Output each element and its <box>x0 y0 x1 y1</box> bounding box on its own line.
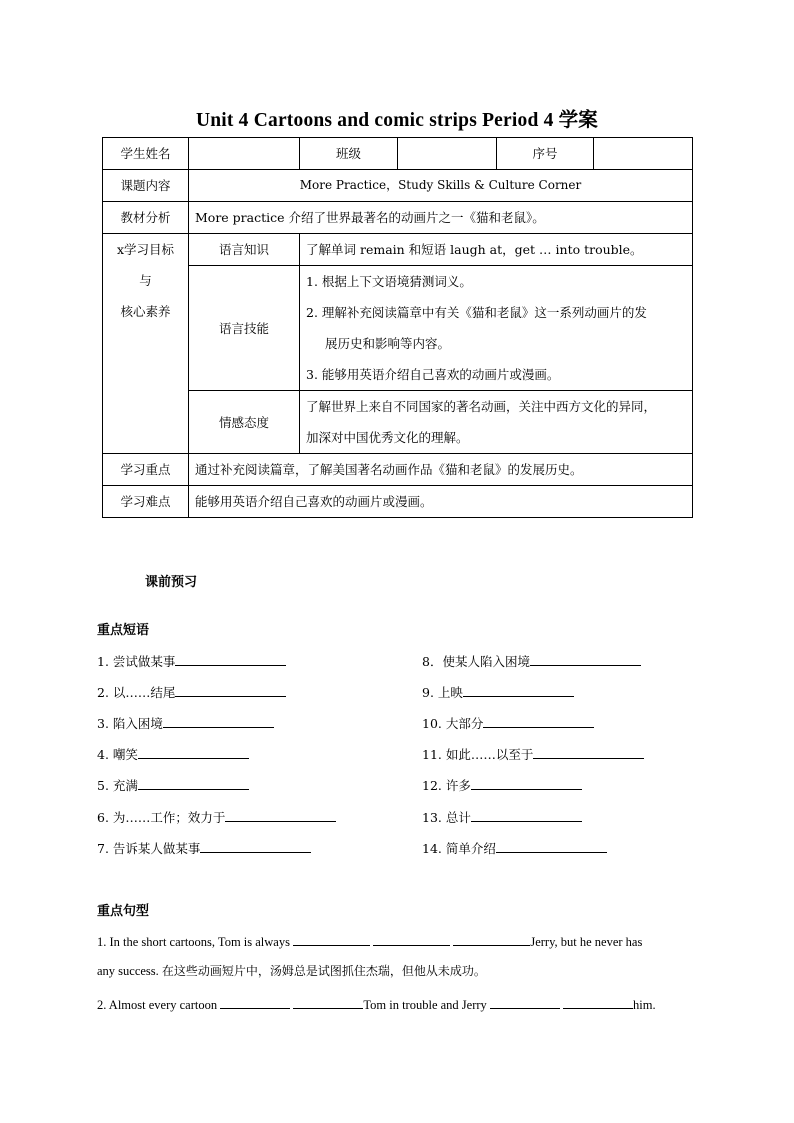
answer-blank[interactable] <box>175 651 286 666</box>
answer-blank[interactable] <box>138 744 249 759</box>
goals-label-line-1: x学习目标 <box>116 242 175 257</box>
goals-label-line-2: 与 <box>139 273 152 288</box>
phrase-label: 3. 陷入困境 <box>97 716 163 731</box>
sentence-text: 1. In the short cartoons, Tom is always <box>97 935 294 949</box>
answer-blank[interactable] <box>163 713 274 728</box>
answer-blank[interactable] <box>138 775 249 790</box>
answer-blank[interactable] <box>220 994 290 1009</box>
answer-blank[interactable] <box>293 994 363 1009</box>
answer-blank[interactable] <box>530 651 641 666</box>
phrase-item <box>97 651 286 670</box>
sentence-translation: 在这些动画短片中，汤姆总是试图抓住杰瑞，但他从未成功。 <box>161 964 486 978</box>
phrase-label: 10. 大部分 <box>422 716 484 731</box>
key-value: 通过补充阅读篇章，了解美国著名动画作品《猫和老鼠》的发展历史。 <box>189 454 693 486</box>
phrase-label: 14. 简单介绍 <box>422 841 496 856</box>
sentence-2 <box>97 994 692 1013</box>
phrase-item <box>422 775 582 794</box>
sentence-text: 2. Almost every cartoon <box>97 998 221 1012</box>
attitude-line-2: 加深对中国优秀文化的理解。 <box>306 430 469 445</box>
info-table <box>102 137 693 518</box>
class-label: 班级 <box>300 138 398 170</box>
phrase-item <box>97 838 311 857</box>
attitude-value <box>300 391 693 454</box>
phrase-label: 4. 嘲笑 <box>97 747 138 762</box>
sentence-text: any success. <box>97 964 162 978</box>
class-field[interactable] <box>398 138 497 170</box>
seat-label: 序号 <box>497 138 594 170</box>
answer-blank[interactable] <box>225 807 336 822</box>
answer-blank[interactable] <box>533 744 644 759</box>
student-name-label: 学生姓名 <box>103 138 189 170</box>
phrase-item <box>97 807 336 826</box>
goals-label <box>103 234 189 454</box>
answer-blank[interactable] <box>563 994 633 1009</box>
attitude-label: 情感态度 <box>189 391 300 454</box>
phrase-label: 12. 许多 <box>422 778 471 793</box>
answer-blank[interactable] <box>490 994 560 1009</box>
phrase-label: 13. 总计 <box>422 810 471 825</box>
goals-label-line-3: 核心素养 <box>120 304 171 319</box>
phrase-item <box>422 651 641 670</box>
answer-blank[interactable] <box>483 713 594 728</box>
phrase-label: 11. 如此……以至于 <box>422 747 534 762</box>
topic-label: 课题内容 <box>103 170 189 202</box>
skills-item-1: 1. 根据上下文语境猜测词义。 <box>306 274 472 289</box>
answer-blank[interactable] <box>471 775 582 790</box>
answer-blank[interactable] <box>496 838 607 853</box>
phrase-label: 8．使某人陷入困境 <box>422 654 530 669</box>
topic-value: More Practice，Study Skills & Culture Corner <box>189 170 693 202</box>
phrase-item <box>97 775 249 794</box>
skills-item-2: 2. 理解补充阅读篇章中有关《猫和老鼠》这一系列动画片的发 <box>306 305 647 320</box>
answer-blank[interactable] <box>200 838 311 853</box>
skills-item-2-cont: 展历史和影响等内容。 <box>325 336 451 351</box>
seat-field[interactable] <box>594 138 693 170</box>
phrase-item <box>97 682 286 701</box>
key-label: 学习重点 <box>103 454 189 486</box>
phrase-item <box>422 713 594 732</box>
phrases-heading: 重点短语 <box>97 623 150 638</box>
sentence-text: him. <box>633 998 656 1012</box>
phrase-item <box>422 744 644 763</box>
answer-blank[interactable] <box>293 931 370 946</box>
student-name-field[interactable] <box>189 138 300 170</box>
skills-label: 语言技能 <box>189 266 300 391</box>
skills-value <box>300 266 693 391</box>
phrase-label: 5. 充满 <box>97 778 138 793</box>
answer-blank[interactable] <box>463 682 574 697</box>
preview-heading: 课前预习 <box>145 575 198 590</box>
phrase-label: 2. 以……结尾 <box>97 685 176 700</box>
phrase-label: 1. 尝试做某事 <box>97 654 176 669</box>
phrase-item <box>97 744 249 763</box>
sentences-heading: 重点句型 <box>97 904 150 919</box>
phrase-item <box>422 838 607 857</box>
difficulty-label: 学习难点 <box>103 486 189 518</box>
sentence-text: Jerry, but he never has <box>530 935 643 949</box>
phrase-item <box>97 713 274 732</box>
phrase-item <box>422 682 574 701</box>
skills-item-3: 3. 能够用英语介绍自己喜欢的动画片或漫画。 <box>306 367 560 382</box>
sentence-1-line-2 <box>97 962 692 979</box>
sentence-text: Tom in trouble and Jerry <box>363 998 490 1012</box>
knowledge-label: 语言知识 <box>189 234 300 266</box>
phrase-item <box>422 807 582 826</box>
answer-blank[interactable] <box>471 807 582 822</box>
phrase-label: 6. 为……工作；效力于 <box>97 810 226 825</box>
knowledge-value: 了解单词 remain 和短语 laugh at，get … into trouble。 <box>300 234 693 266</box>
phrase-label: 7. 告诉某人做某事 <box>97 841 201 856</box>
answer-blank[interactable] <box>175 682 286 697</box>
page-title: Unit 4 Cartoons and comic strips Period 4 学案 <box>195 110 599 131</box>
sentence-1-line-1 <box>97 931 692 950</box>
answer-blank[interactable] <box>373 931 450 946</box>
phrase-label: 9. 上映 <box>422 685 463 700</box>
analysis-label: 教材分析 <box>103 202 189 234</box>
answer-blank[interactable] <box>453 931 530 946</box>
analysis-value: More practice 介绍了世界最著名的动画片之一《猫和老鼠》。 <box>189 202 693 234</box>
difficulty-value: 能够用英语介绍自己喜欢的动画片或漫画。 <box>189 486 693 518</box>
attitude-line-1: 了解世界上来自不同国家的著名动画，关注中西方文化的异同， <box>306 399 657 414</box>
